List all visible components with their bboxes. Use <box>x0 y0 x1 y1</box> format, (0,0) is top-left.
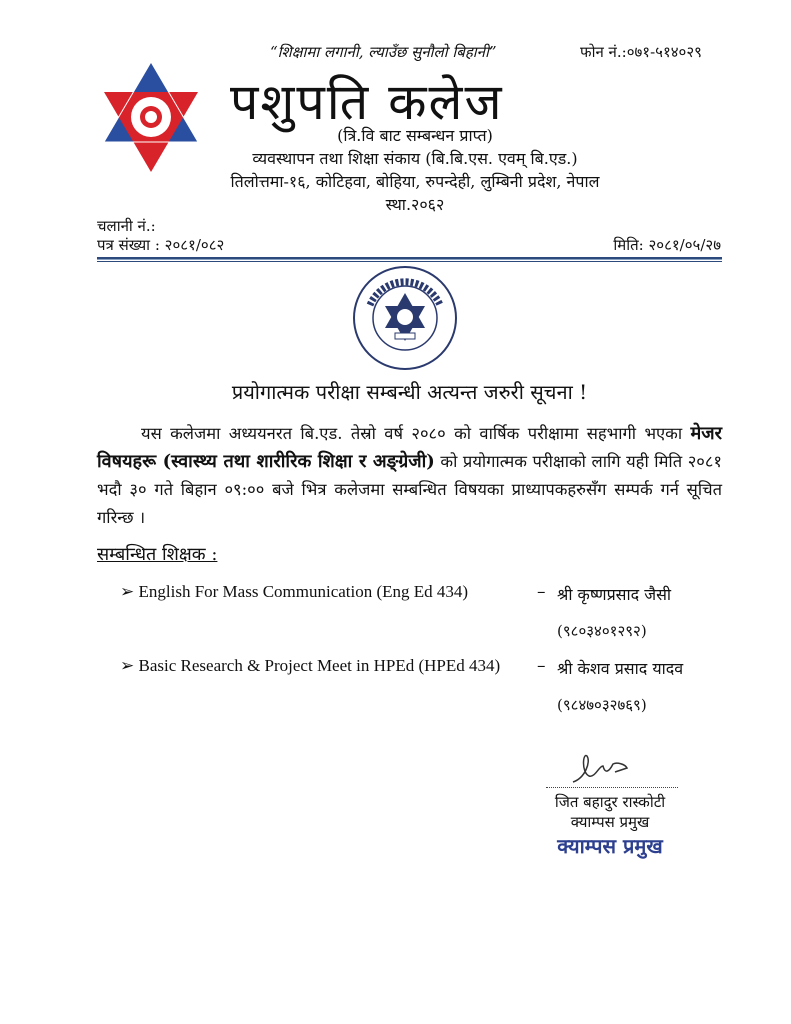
college-name: पशुपति कलेज <box>230 73 504 131</box>
teacher-phone: (९८४७०३२७६९) <box>557 696 647 714</box>
signature-line <box>546 787 678 788</box>
teachers-heading: सम्बन्धित शिक्षक : <box>97 544 218 565</box>
letter-number: पत्र संख्या : २०८१/०८२ <box>97 236 225 254</box>
notice-body-part1: यस कलेजमा अध्ययनरत बि.एड. तेस्रो वर्ष २०८० को वार्षिक परीक्षामा सहभागी भएका <box>141 424 691 443</box>
college-seal-icon <box>352 265 458 371</box>
arrow-bullet-icon: ➢ <box>120 582 139 601</box>
signatory-title: क्याम्पस प्रमुख <box>570 813 650 831</box>
notice-heading: प्रयोगात्मक परीक्षा सम्बन्धी अत्यन्त जरुरी सूचना ! <box>231 380 588 404</box>
teacher-name: श्री कृष्णप्रसाद जैसी <box>557 585 672 604</box>
letter-date: मिति: २०८१/०५/२७ <box>613 236 721 254</box>
notice-body <box>97 420 722 532</box>
dispatch-number: चलानी नं.: <box>97 217 156 235</box>
college-phone: फोन नं.:०७१-५१४०२९ <box>580 43 702 61</box>
established: स्था.२०६२ <box>385 195 445 214</box>
arrow-bullet-icon: ➢ <box>120 656 139 675</box>
dash: – <box>537 656 546 676</box>
teacher-phone: (९८०३४०१२९२) <box>557 622 647 640</box>
official-stamp: क्याम्पस प्रमुख <box>557 834 663 858</box>
handwritten-signature <box>565 752 635 788</box>
signatory-name: जित बहादुर रास्कोटी <box>554 793 666 811</box>
dash: – <box>537 582 546 602</box>
header-divider <box>97 257 722 260</box>
notice-body-bold: मेजर विषयहरू (स्वास्थ्य तथा शारीरिक शिक्षा र अङ्ग्रेजी) <box>97 423 722 472</box>
notice-body-part2: को प्रयोगात्मक परीक्षाको लागि यही मिति २०८१ भदौ ३० गते बिहान ०९:०० बजे भित्र कलेजमा सम्बन्धित विषयका प्राध्यापकहरुसँग सम्पर्क गर्न सूचित गरिन्छ । <box>97 452 723 527</box>
teacher-name: श्री केशव प्रसाद यादव <box>557 659 684 678</box>
teacher-item-subject: ➢ English For Mass Communication (Eng Ed 434) <box>120 582 469 601</box>
teacher-item-subject: ➢ Basic Research & Project Meet in HPEd (HPEd 434) <box>120 656 501 675</box>
address: तिलोत्तमा-१६, कोटिहवा, बोहिया, रुपन्देही, लुम्बिनी प्रदेश, नेपाल <box>230 172 600 191</box>
header-divider-thin <box>97 261 722 262</box>
college-motto: “शिक्षामा लगानी, ल्याउँछ सुनौलो बिहानी” <box>270 43 497 61</box>
faculties: व्यवस्थापन तथा शिक्षा संकाय (बि.बि.एस. एवम् बि.एड.) <box>252 149 578 168</box>
affiliation: (त्रि.वि बाट सम्बन्धन प्राप्त) <box>337 126 493 145</box>
